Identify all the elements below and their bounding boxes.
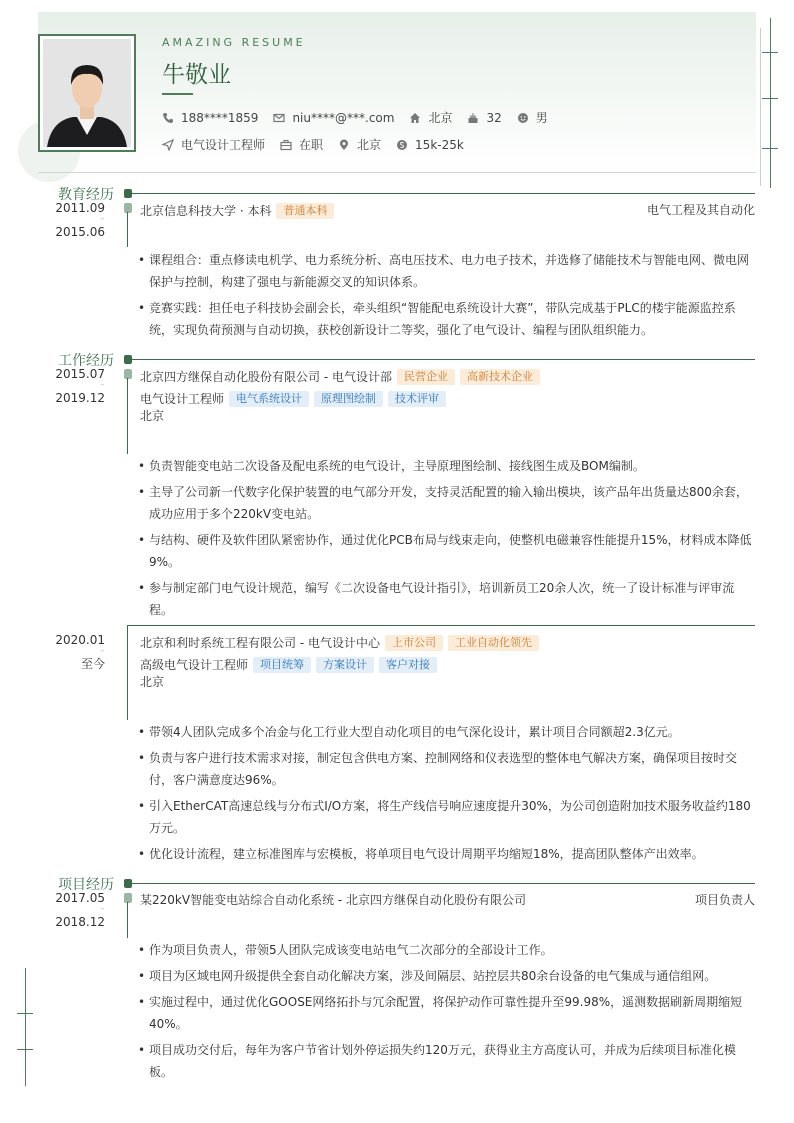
- decorative-right-line: [770, 18, 771, 188]
- profile-photo: [43, 39, 131, 147]
- skill-tag: 方案设计: [316, 657, 374, 673]
- mail-icon: [273, 112, 285, 124]
- phone-text: 188****1859: [181, 110, 259, 125]
- age-item: [467, 111, 501, 125]
- list-item: • 作为项目负责人，带领5人团队完成该变电站电气二次部分的全部设计工作。: [138, 939, 755, 961]
- timeline-line: [127, 378, 128, 454]
- skill-tag: 客户对接: [379, 657, 437, 673]
- work1-city: 北京: [140, 409, 165, 423]
- project-role: 项目负责人: [694, 893, 755, 907]
- edu-start-date: 2011.09: [55, 201, 105, 215]
- decorative-left-tick: [17, 1013, 33, 1014]
- decorative-right-tick: [762, 148, 778, 149]
- portrait-image: [43, 39, 131, 147]
- section-marker: [124, 355, 132, 364]
- edu-tag: 普通本科: [276, 203, 334, 219]
- resume-subtitle: AMAZING RESUME: [162, 36, 306, 49]
- decorative-right-tick: [762, 52, 778, 53]
- work2-start-date: 2020.01: [55, 633, 105, 647]
- company-tag: 民营企业: [397, 369, 455, 385]
- work1-end-date: 2019.12: [55, 391, 105, 405]
- date-dash: -: [101, 380, 104, 389]
- gender-icon: [517, 112, 529, 124]
- list-item: • 课程组合：重点修读电机学、电力系统分析、高电压技术、电力电子技术，并选修了储能技术与智能电网、微电网保护与控制，构建了强电与新能源交叉的知识体系。: [138, 249, 755, 293]
- timeline-line: [127, 902, 128, 938]
- email-item: [273, 111, 394, 125]
- hometown-text: 北京: [428, 111, 453, 125]
- section-title-education: 教育经历: [58, 187, 114, 203]
- phone-item: [162, 111, 258, 125]
- skill-tag: 项目统筹: [253, 657, 311, 673]
- header-divider: [38, 172, 756, 173]
- list-item: • 实施过程中，通过优化GOOSE网络拓扑与冗余配置，将保护动作可靠性提升至99.98%，遥测数据刷新周期缩短40%。: [138, 991, 755, 1035]
- work1-company: 北京四方继保自动化股份有限公司 - 电气设计部: [140, 370, 392, 384]
- list-item: • 负责与客户进行技术需求对接，制定包含供电方案、控制网络和仪表选型的整体电气解决方案，确保项目按时交付，客户满意度达96%。: [138, 747, 755, 791]
- work2-role-line: [140, 657, 437, 674]
- skill-tag: 电气系统设计: [229, 391, 309, 407]
- send-icon: [162, 139, 174, 151]
- cake-icon: [467, 112, 479, 124]
- email-text: niu****@***.com: [292, 110, 395, 125]
- skill-tag: 原理图绘制: [314, 391, 383, 407]
- status-item: [280, 136, 323, 153]
- entry-top-line: [128, 625, 755, 626]
- list-item: • 带领4人团队完成多个冶金与化工行业大型自动化项目的电气深化设计，累计项目合同额超2.3亿元。: [138, 721, 755, 743]
- work2-city: 北京: [140, 675, 165, 689]
- status-text: 在职: [299, 138, 324, 152]
- project-name: 某220kV智能变电站综合自动化系统 - 北京四方继保自动化股份有限公司: [140, 893, 527, 907]
- location-pin-icon: [338, 139, 350, 151]
- timeline-line: [127, 212, 128, 247]
- entry-marker: [124, 203, 132, 213]
- list-item: • 引入EtherCAT高速总线与分布式I/O方案，将生产线信号响应速度提升30%，为公司创造附加技术服务收益约180万元。: [138, 795, 755, 839]
- gender-item: [517, 109, 548, 126]
- phone-icon: [162, 112, 174, 124]
- edu-bullets: [138, 249, 755, 345]
- edu-school-line: [140, 203, 334, 220]
- project-bullets: [138, 939, 755, 1087]
- list-item: • 参与制定部门电气设计规范，编写《二次设备电气设计指引》，培训新员工20余人次，统一了设计标准与评审流程。: [138, 577, 755, 621]
- decorative-left-line: [25, 968, 26, 1086]
- skill-tag: 技术评审: [388, 391, 446, 407]
- decorative-right-tick: [762, 98, 778, 99]
- company-tag: 高新技术企业: [460, 369, 540, 385]
- section-marker: [124, 879, 132, 888]
- city-item: [338, 136, 381, 153]
- home-icon: [409, 112, 421, 124]
- edu-end-date: 2015.06: [55, 225, 105, 239]
- candidate-name: 牛敬业: [162, 62, 231, 88]
- entry-marker: [124, 369, 132, 379]
- position-item: [162, 136, 265, 153]
- section-marker: [124, 189, 132, 198]
- list-item: • 竞赛实践：担任电子科技协会副会长，牵头组织“智能配电系统设计大赛”，带队完成基于PLC的楼宇能源监控系统，实现负荷预测与自动切换，获校创新设计二等奖，强化了电气设计、编程与团队组织能力。: [138, 297, 755, 341]
- list-item: • 项目为区域电网升级提供全套自动化解决方案，涉及间隔层、站控层共80余台设备的电气集成与通信组网。: [138, 965, 755, 987]
- work2-bullets: [138, 721, 755, 869]
- work2-role: 高级电气设计工程师: [140, 658, 249, 672]
- list-item: • 负责智能变电站二次设备及配电系统的电气设计，主导原理图绘制、接线图生成及BOM编制。: [138, 455, 755, 477]
- section-title-work: 工作经历: [58, 353, 114, 369]
- job-intent-row: [162, 136, 479, 153]
- salary-icon: [396, 139, 408, 151]
- hometown-item: [409, 109, 452, 126]
- section-line: [128, 359, 755, 360]
- timeline-line: [127, 625, 128, 720]
- city-text: 北京: [357, 138, 382, 152]
- section-title-projects: 项目经历: [58, 877, 114, 893]
- work2-company: 北京和利时系统工程有限公司 - 电气设计中心: [140, 636, 380, 650]
- entry-marker: [124, 893, 132, 903]
- list-item: • 项目成功交付后，每年为客户节省计划外停运损失约120万元，获得业主方高度认可，并成为后续项目标准化模板。: [138, 1039, 755, 1083]
- gender-text: 男: [535, 111, 548, 125]
- name-underline: [162, 93, 193, 95]
- age-text: 32: [486, 110, 502, 125]
- work2-end-date: 至今: [80, 657, 105, 671]
- company-tag: 工业自动化领先: [448, 635, 539, 651]
- edu-major: 电气工程及其自动化: [646, 203, 755, 217]
- salary-text: 15k-25k: [415, 137, 464, 152]
- project-start-date: 2017.05: [55, 891, 105, 905]
- position-text: 电气设计工程师: [181, 138, 266, 152]
- company-tag: 上市公司: [385, 635, 443, 651]
- project-end-date: 2018.12: [55, 915, 105, 929]
- contact-row: [162, 109, 563, 126]
- profile-photo-frame: [38, 34, 136, 152]
- work1-role-line: [140, 391, 446, 408]
- list-item: • 与结构、硬件及软件团队紧密协作，通过优化PCB布局与线束走向，使整机电磁兼容性能提升15%，材料成本降低9%。: [138, 529, 755, 573]
- work1-start-date: 2015.07: [55, 367, 105, 381]
- work1-role: 电气设计工程师: [140, 392, 225, 406]
- salary-item: [396, 138, 464, 152]
- work2-company-line: [140, 635, 539, 652]
- work1-bullets: [138, 455, 755, 625]
- edu-school: 北京信息科技大学 · 本科: [140, 204, 272, 218]
- date-dash: -: [101, 646, 104, 655]
- decorative-right-line-light: [760, 28, 761, 186]
- section-line: [128, 883, 755, 884]
- date-dash: -: [101, 214, 104, 223]
- decorative-left-tick: [17, 1049, 33, 1050]
- list-item: • 主导了公司新一代数字化保护装置的电气部分开发，支持灵活配置的输入输出模块，该产品年出货量达800余套，成功应用于多个220kV变电站。: [138, 481, 755, 525]
- briefcase-icon: [280, 139, 292, 151]
- date-dash: -: [101, 904, 104, 913]
- work1-company-line: [140, 369, 540, 386]
- list-item: • 优化设计流程，建立标准图库与宏模板，将单项目电气设计周期平均缩短18%，提高团队整体产出效率。: [138, 843, 755, 865]
- section-line: [128, 193, 755, 194]
